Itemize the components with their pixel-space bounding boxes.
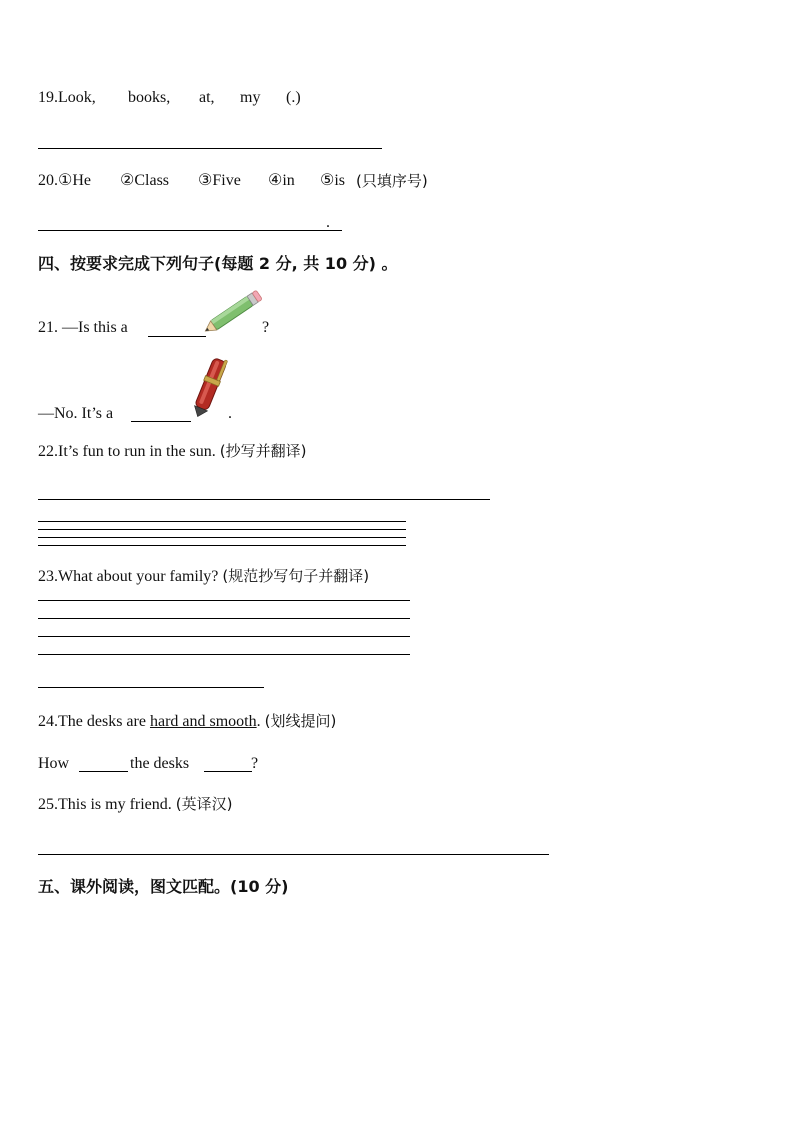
q23-hint: (规范抄写句子并翻译) bbox=[222, 567, 370, 585]
q22-answer-line-5[interactable] bbox=[38, 545, 406, 546]
q20-end-mark: . bbox=[326, 214, 330, 231]
q20-prompt bbox=[38, 171, 91, 191]
q23-answer-line-2[interactable] bbox=[38, 618, 410, 619]
q23-answer-line-3[interactable] bbox=[38, 636, 410, 637]
q21-answer-blank[interactable] bbox=[131, 421, 191, 422]
section5-title: 五、课外阅读，图文匹配。(10 分) bbox=[38, 877, 289, 896]
q22-answer-line-2[interactable] bbox=[38, 521, 406, 522]
q22-sentence: It’s fun to run in the sun. bbox=[58, 443, 216, 460]
q23-number: 23. bbox=[38, 568, 58, 585]
q20-word-3: ③Five bbox=[198, 172, 241, 189]
q23-sentence: What about your family? bbox=[58, 568, 219, 585]
q20-word-5: ⑤is bbox=[320, 172, 346, 189]
q22-answer-line-1[interactable] bbox=[38, 499, 490, 500]
q20-hint: (只填序号) bbox=[356, 172, 428, 190]
q24-answer-end: ? bbox=[251, 755, 259, 772]
q21-question-blank[interactable] bbox=[148, 336, 206, 337]
section4-title: 四、按要求完成下列句子(每题 2 分, 共 10 分) 。 bbox=[38, 254, 398, 273]
q24-answer-blank-1[interactable] bbox=[79, 771, 128, 772]
q22-number: 22. bbox=[38, 443, 58, 460]
q23-answer-line-4[interactable] bbox=[38, 654, 410, 655]
q25-number: 25. bbox=[38, 796, 58, 813]
q24-answer-word-1: How bbox=[38, 755, 70, 772]
q20-word-1: ①He bbox=[58, 172, 91, 189]
q22-hint: (抄写并翻译) bbox=[219, 442, 307, 460]
q19-word-2: books, bbox=[128, 89, 171, 106]
q19-word-1: Look, bbox=[58, 89, 96, 106]
q21-question-mark: ? bbox=[262, 319, 270, 336]
q20-number: 20. bbox=[38, 172, 58, 189]
q23-answer-line-1[interactable] bbox=[38, 600, 410, 601]
q22-answer-line-3[interactable] bbox=[38, 529, 406, 530]
pencil-image bbox=[200, 290, 266, 336]
q24-underlined-phrase: hard and smooth bbox=[149, 713, 257, 730]
q23-answer-line-5[interactable] bbox=[38, 687, 264, 688]
q24-prompt bbox=[38, 711, 336, 732]
q22-answer-line-4[interactable] bbox=[38, 537, 406, 538]
q19-answer-line[interactable] bbox=[38, 148, 382, 149]
q25-answer-line[interactable] bbox=[38, 854, 549, 855]
q21-question bbox=[38, 318, 128, 338]
q21-number: 21. bbox=[38, 319, 58, 336]
q24-sentence-end: . bbox=[256, 713, 261, 730]
q25-prompt bbox=[38, 794, 232, 815]
q20-word-2: ②Class bbox=[120, 172, 170, 189]
q21-question-prefix: —Is this a bbox=[62, 319, 128, 336]
q21-answer-end: . bbox=[228, 405, 232, 422]
q19-number: 19. bbox=[38, 89, 58, 106]
q24-number: 24. bbox=[38, 713, 58, 730]
q19-word-5: (.) bbox=[286, 89, 301, 106]
q20-answer-line[interactable] bbox=[38, 230, 342, 231]
q25-sentence: This is my friend. bbox=[58, 796, 172, 813]
q24-sentence-start: The desks are bbox=[58, 713, 146, 730]
q19-word-4: my bbox=[240, 89, 261, 106]
q25-hint: (英译汉) bbox=[175, 795, 233, 813]
q19-prompt bbox=[38, 88, 96, 108]
q22-prompt bbox=[38, 441, 306, 462]
q20-word-4: ④in bbox=[268, 172, 295, 189]
q24-answer-blank-2[interactable] bbox=[204, 771, 252, 772]
q19-word-3: at, bbox=[199, 89, 215, 106]
q21-answer: —No. It’s a bbox=[38, 405, 114, 422]
q24-answer-word-2: the desks bbox=[130, 755, 190, 772]
q23-prompt bbox=[38, 566, 369, 587]
pen-image bbox=[186, 352, 234, 420]
q24-hint: (划线提问) bbox=[264, 712, 337, 730]
